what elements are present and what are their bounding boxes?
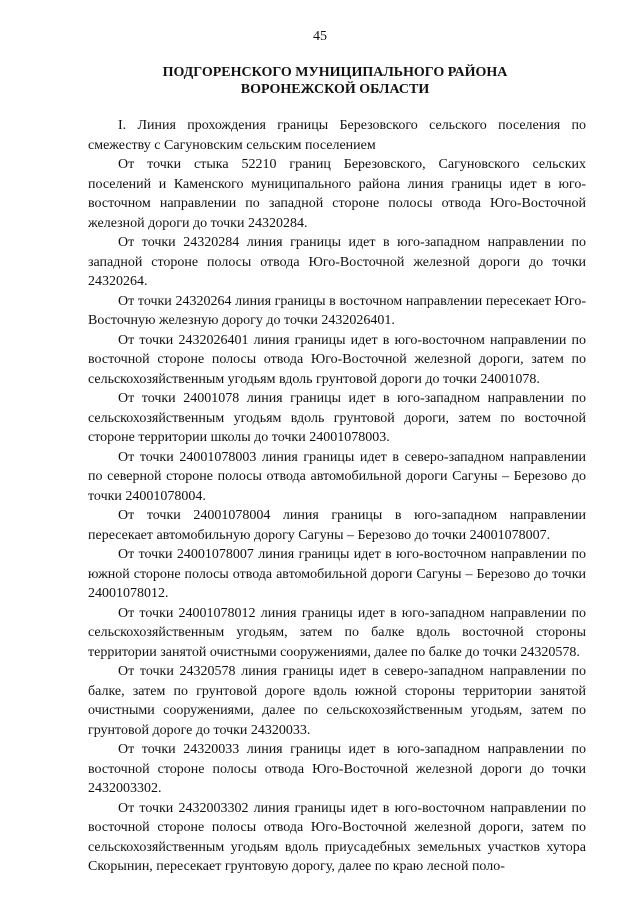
paragraph: От точки 24320284 линия границы идет в юго-западном направлении по западной стороне полосы отвода Юго-Восточной железной дороги до точки 24320264. <box>88 235 586 289</box>
paragraph: От точки 24001078007 линия границы идет в юго-восточном направлении по южной стороне полосы отвода автомобильной дороги Сагуны – Березово до точки 24001078012. <box>88 547 586 601</box>
paragraph: От точки 2432003302 линия границы идет в юго-восточном направлении по восточной стороне полосы отвода Юго-Восточной железной дороги, затем по сельскохозяйственным угодьям вдоль приусадебных земельных участков хутора Скорынин, пересекает грунтовую дорогу, далее по краю лесной поло- <box>88 800 586 874</box>
paragraph: От точки стыка 52210 границ Березовского, Сагуновского сельских поселений и Каменского муниципального района линия границы идет в юго-восточном направлении по западной стороне полосы отвода Юго-Восточной железной дороги до точки 24320284. <box>88 157 586 231</box>
section-title-paragraph: I. Линия прохождения границы Березовского сельского поселения по смежеству с Сагуновским сельским поселением <box>88 118 586 153</box>
paragraph: От точки 24320578 линия границы идет в северо-западном направлении по балке, затем по грунтовой дороге вдоль южной стороны территории занятой очистными сооружениями, далее по сельскохозяйственным угодьям, затем по грунтовой дороге до точки 24320033. <box>88 664 586 738</box>
document-body <box>88 116 586 877</box>
document-heading <box>100 64 570 98</box>
paragraph: От точки 24320264 линия границы в восточном направлении пересекает Юго-Восточную железную дорогу до точки 2432026401. <box>88 293 586 328</box>
heading-line-2: ВОРОНЕЖСКОЙ ОБЛАСТИ <box>240 82 430 97</box>
paragraph: От точки 24001078003 линия границы идет в северо-западном направлении по северной стороне полосы отвода автомобильной дороги Сагуны – Березово до точки 24001078004. <box>88 449 586 504</box>
page-number: 45 <box>313 29 327 44</box>
paragraph: От точки 24001078012 линия границы идет в юго-западном направлении по сельскохозяйственным угодьям, затем по балке вдоль восточной стороны территории занятой очистными сооружениями, далее по балке до точки 24320578. <box>88 605 586 660</box>
paragraph: От точки 24320033 линия границы идет в юго-западном направлении по восточной стороне полосы отвода Юго-Восточной железной дороги до точки 2432003302. <box>88 742 586 796</box>
heading-line-1: ПОДГОРЕНСКОГО МУНИЦИПАЛЬНОГО РАЙОНА <box>162 65 508 80</box>
paragraph: От точки 24001078004 линия границы в юго-западном направлении пересекает автомобильную дорогу Сагуны – Березово до точки 24001078007. <box>88 508 586 543</box>
paragraph: От точки 24001078 линия границы идет в юго-западном направлении по сельскохозяйственным угодьям вдоль грунтовой дороги, затем по восточной стороне территории школы до точки 24001078003. <box>88 391 586 445</box>
paragraph: От точки 2432026401 линия границы идет в юго-восточном направлении по восточной стороне полосы отвода Юго-Восточной железной дороги, затем по сельскохозяйственным угодьям вдоль грунтовой дороги до точки 24001078. <box>88 332 586 387</box>
